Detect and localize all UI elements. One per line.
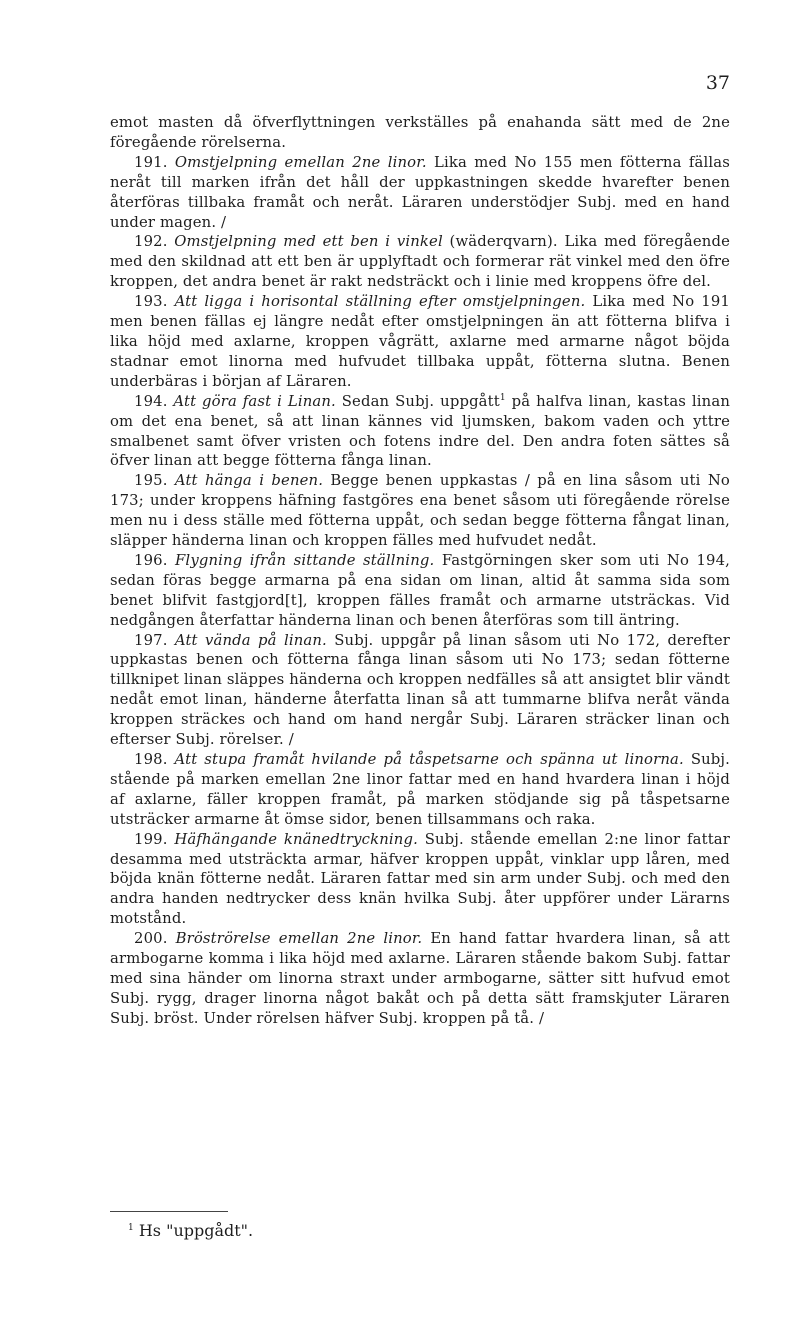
paragraph-heading: Att ligga i horisontal ställning efter omstjelpningen. bbox=[174, 293, 586, 311]
paragraph-text: (wäderqvarn). Lika med föregående med den skildnad att ett ben är upplyftadt och formerar rät vinkel med den öfre kroppen, det andra benet är rakt nedsträckt och i linie med kroppens öfre del. bbox=[110, 233, 730, 291]
paragraph-heading: Att vända på linan. bbox=[174, 631, 327, 649]
paragraph-number: 192. bbox=[134, 233, 168, 251]
paragraph-heading: Att stupa framåt hvilande på tåspetsarne och spänna ut linorna. bbox=[174, 751, 684, 768]
paragraph-text: En hand fattar hvardera linan, så att armbogarne komma i lika höjd med axlarne. Läraren stående bakom Subj. fattar med sina händer om linorna straxt under armbogarne, sätter sitt hufvud emot Subj. rygg, drager linorna något bakåt och på detta sätt framskjuter Läraren Subj. bröst. Under rörelsen häfver Subj. kroppen på tå. / bbox=[110, 930, 730, 1027]
paragraph-194 bbox=[110, 392, 730, 472]
paragraph-number: 199. bbox=[134, 830, 168, 848]
paragraph-number: 196. bbox=[134, 551, 168, 569]
paragraph-text: Begge benen uppkastas / på en lina såsom uti No 173; under kroppens häfning fastgöres ena benet såsom uti föregående rörelse men nu i dess ställe med fötterna uppåt, och sedan begge fötterna fångat linan, släpper händerna linan och kroppen fälles med hufvudet nedåt. bbox=[110, 472, 730, 550]
paragraph-text: Subj. uppgår på linan såsom uti No 172, derefter uppkastas benen och fötterna fånga linan såsom uti No 173; sedan fötterne tillknipet linan släppes händerna och kroppen nedfälles så att ansigtet blir vändt nedåt emot linan, händerne återfatta linan så att tummarne blifva neråt vända kroppen sträckes och hand om hand nergår Subj. Läraren sträcker linan och efterser Subj. rörelser. / bbox=[110, 631, 730, 749]
footnote-separator bbox=[110, 1211, 228, 1212]
body-text bbox=[110, 113, 730, 1029]
paragraph-196 bbox=[110, 551, 730, 631]
paragraph-number: 193. bbox=[134, 293, 168, 311]
paragraph-number: 198. bbox=[134, 751, 168, 768]
paragraph-192 bbox=[110, 232, 730, 292]
footnote-reference: 1 bbox=[499, 392, 506, 403]
footnote bbox=[128, 1221, 253, 1241]
paragraph-text: Subj. stående på marken emellan 2ne linor fattar med en hand hvardera linan i höjd af axlarne, fäller kroppen framåt, på marken stödjande sig på tåspetsarne utsträcker armarne åt ömse sidor, benen tillsammans och raka. bbox=[110, 751, 730, 828]
paragraph-number: 191. bbox=[134, 153, 168, 171]
intro-paragraph: emot masten då öfverflyttningen verkställes på enahanda sätt med de 2ne föregående rörelserna. bbox=[110, 114, 730, 151]
paragraph-number: 194. bbox=[134, 392, 168, 410]
paragraph-number: 195. bbox=[134, 472, 168, 490]
footnote-marker: 1 bbox=[128, 1223, 134, 1233]
paragraph-193 bbox=[110, 292, 730, 392]
paragraph-198 bbox=[110, 750, 730, 830]
paragraph-heading: Att göra fast i Linan. bbox=[173, 392, 336, 410]
page-number: 37 bbox=[705, 72, 730, 94]
paragraph-number: 197. bbox=[134, 631, 168, 649]
paragraph-text-lead: Sedan Subj. uppgått bbox=[341, 392, 500, 410]
paragraph-text: Lika med No 155 men fötterna fällas neråt till marken ifrån det håll der uppkastningen skedde hvarefter benen återföras tillbaka framåt och neråt. Läraren understödjer Subj. med en hand under magen. / bbox=[110, 153, 730, 231]
paragraph-195 bbox=[110, 471, 730, 551]
paragraph-heading: Omstjelpning emellan 2ne linor. bbox=[174, 153, 427, 171]
paragraph-number: 200. bbox=[134, 930, 168, 948]
paragraph-200 bbox=[110, 929, 730, 1029]
footnote-text: Hs "uppgådt". bbox=[138, 1221, 254, 1240]
paragraph-text: Subj. stående emellan 2:ne linor fattar desamma med utsträckta armar, häfver kroppen uppåt, vinklar upp låren, med böjda knän fötterne nedåt. Läraren fattar med sin arm under Subj. och med den andra handen nedtrycker dess knän hvilka Subj. åter uppförer under Lärarns motstånd. bbox=[110, 830, 730, 928]
paragraph-197 bbox=[110, 631, 730, 750]
paragraph-heading: Omstjelpning med ett ben i vinkel bbox=[174, 233, 443, 251]
paragraph-text: Lika med No 191 men benen fällas ej längre nedåt efter omstjelpningen än att fötterna blifva i lika höjd med axlarne, kroppen vågrätt, axlarne med armarne något böjda stadnar emot linorna med hufvudet tillbaka uppåt, fötterna slutna. Benen underbäras i början af Läraren. bbox=[110, 293, 730, 390]
paragraph-text: på halfva linan, kastas linan om det ena benet, så att linan kännes vid ljumsken, bakom vaden och yttre smalbenet samt öfver vristen och fotens indre del. Den andra foten sättes så öfver linan att begge fötterna fånga linan. bbox=[110, 392, 731, 470]
paragraph-heading: Flygning ifrån sittande ställning. bbox=[175, 551, 435, 569]
paragraph-191 bbox=[110, 153, 730, 233]
paragraph-text: Fastgörningen sker som uti No 194, sedan föras begge armarna på ena sidan om linan, altid åt samma sida som benet blifvit fastgjord[t], kroppen fälles framåt och armarne utsträckas. Vid nedgången återfattar händerna linan och benen återföras som till äntring. bbox=[110, 551, 731, 629]
paragraph-heading: Att hänga i benen. bbox=[174, 472, 324, 490]
paragraph-heading: Häfhängande knänedtryckning. bbox=[174, 830, 418, 848]
paragraph-199 bbox=[110, 830, 730, 930]
paragraph-heading: Bröströrelse emellan 2ne linor. bbox=[175, 930, 423, 948]
